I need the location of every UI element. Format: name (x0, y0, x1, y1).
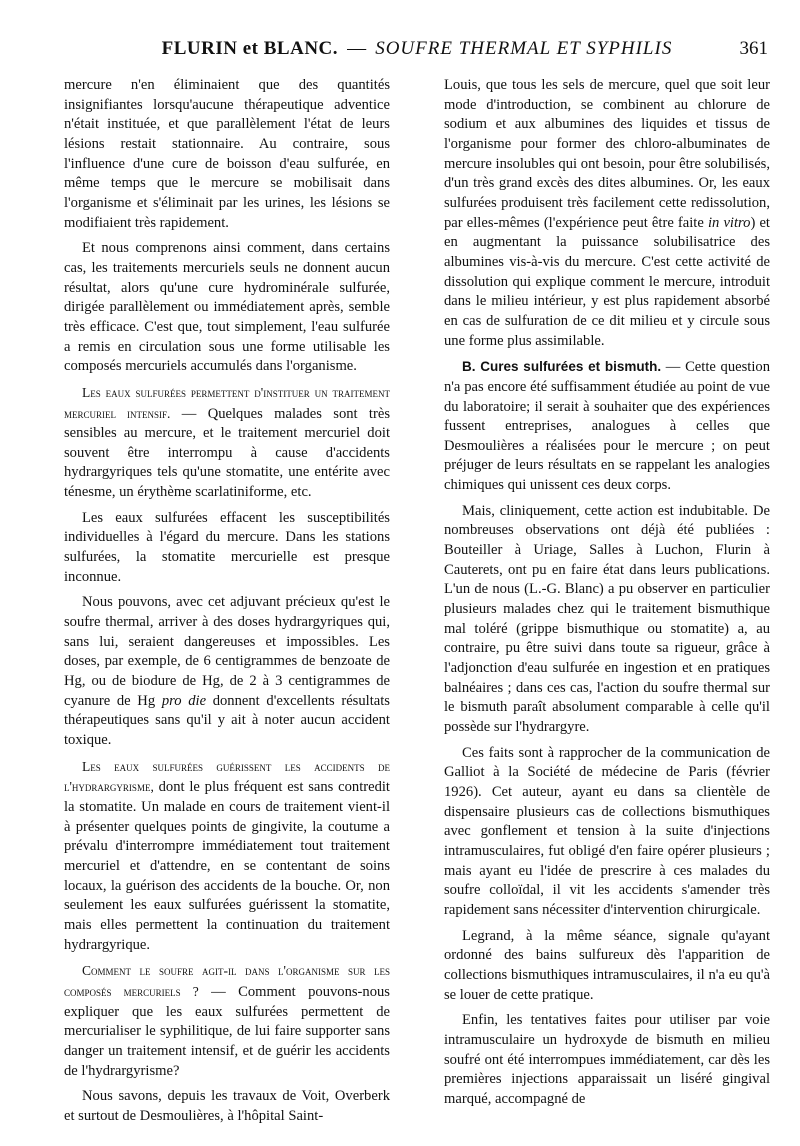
paragraph: mercure n'en éliminaient que des quantités insignifiantes lorsqu'aucune thérapeutique adventice n'était instituée, et que parallèlement l'état de leurs lésions restait stationnaire. Au contraire, sous l'influence d'une cure de boisson d'eau sulfurée, en même temps que le mercure se mobilisait dans l'organisme et s'éliminait par les urines, les lésions se modifiaient très rapidement. (64, 77, 390, 231)
paragraph (64, 593, 390, 750)
paragraph (64, 757, 390, 956)
paragraph: Enfin, les tentatives faites pour utiliser par voie intramusculaire un hydroxyde de bismuth en milieu soufré ont été interrompues immédiatement, car dès les premières injections apparaissait un liséré gingival marqué, accompagné de (444, 1012, 770, 1107)
page-number: 361 (739, 38, 768, 59)
paragraph-text: dont le plus fréquent est sans contredit la stomatite. Un malade en cours de traitement vient-il à présenter quelques points de gingivite, la coutume a prévalu d'interrompre immédiatement tout traitement mercuriel et d'attendre, en se contentant de soins locaux, la guérison des accidents de la bouche. Or, non seulement les eaux sulfurées guérissent la stomatite, mais elles permettent la continuation du traitement hydrargyrique. (64, 779, 390, 953)
header-separator: — (347, 38, 367, 59)
paragraph (444, 357, 770, 496)
paragraph (444, 76, 770, 351)
paragraph-text: — Quelques malades sont très sensibles au mercure, et le traitement mercuriel doit souvent être interrompu à cause d'accidents hydrargyriques tels qu'une stomatite, une entérite avec ténesme, un érythème scarlatiniforme, etc. (64, 405, 391, 501)
section-heading: Les eaux sulfurées guérissent les accidents de l'hydrargyrisme, (64, 758, 390, 795)
paragraph: Legrand, à la même séance, signale qu'ayant ordonné des bains sulfureux dès l'apparition de collections bismuthiques intramusculaires, il n'a eu qu'à se louer de cette pratique. (444, 927, 770, 1003)
paragraph: Les eaux sulfurées effacent les susceptibilités individuelles à l'égard du mercure. Dans les stations sulfurées, la stomatite mercurielle est presque inconnue. (64, 509, 390, 585)
paragraph-text: ) et en augmentant la puissance solubilisatrice des albumines vis-à-vis du mercure. C'est cette activité de dissolution qui explique comment le mercure, introduit dans le milieu intérieur, y est plus rapidement absorbé en cas de sulfuration de ce dit milieu et y circule sous une forme plus assimilable. (444, 214, 770, 349)
paragraph-text: donnent d'excellents résultats thérapeutiques sans qu'il y ait à noter aucun accident toxique. (64, 692, 390, 748)
paragraph-text: — Cette question n'a pas encore été suffisamment étudiée au point de vue du laboratoire; il serait à souhaiter que des expériences fussent entreprises, analogues à celles que Desmoulières a réalisées pour le mercure ; on peut préjuger de leurs résultats en se rappelant les analogies chimiques qui unissent ces deux corps. (444, 359, 770, 494)
paragraph-text: — Comment pouvons-nous expliquer que les eaux sulfurées permettent de mercurialiser le syphilitique, de lui faire supporter sans danger un traitement intensif, et de guérir les accidents de l'hydrargyrisme? (64, 983, 390, 1079)
paragraph: Mais, cliniquement, cette action est indubitable. De nombreuses observations ont déjà été publiées : Bouteiller à Uriage, Salles à Luchon, Flurin à Cauterets, ont pu en faire état dans leurs publications. L'un de nous (L.-G. Blanc) a pu observer en particulier plusieurs malades chez qui le traitement bismuthique mal toléré (grippe bismuthique ou stomatite) a, au contraire, pu être suivi dans toute sa rigueur, grâce à l'adjonction d'eau sulfurée en ingestion et en pratiques balnéaires ; dans ces cas, l'action du soufre thermal sur le bismuth paraît absolument comparable à celle qu'il possède sur l'hydrargyre. (444, 502, 770, 735)
section-heading: Les eaux sulfurées permettent d'instituer un traitement mercuriel intensif. (64, 384, 390, 421)
paragraph-text: Nous pouvons, avec cet adjuvant précieux qu'est le soufre thermal, arriver à des doses hydrargyriques qui, sans lui, seraient dangereuses et impossibles. Les doses, par exemple, de 6 centigrammes de benzoate de Hg, ou de biodure de Hg, de 2 à 3 centigrammes de cyanure de Hg (64, 594, 390, 709)
header-title: SOUFRE THERMAL ET SYPHILIS (375, 38, 673, 59)
paragraph: Nous savons, depuis les travaux de Voit, Overberk et surtout de Desmoulières, à l'hôpital Saint- (64, 1088, 390, 1124)
paragraph (64, 961, 390, 1081)
running-header (64, 38, 770, 68)
paragraph-text: Louis, que tous les sels de mercure, quel que soit leur mode d'introduction, se combinent au chlorure de sodium et aux albumines des liquides et tissus de l'organisme pour former des chloro-albuminates de mercure insolubles qui ont besoin, pour être solubilisés, d'un très grand excès des dites albumines. Or, les eaux sulfurées produisent très facilement cette redissolution, par elles-mêmes (l'expérience peut être faite (444, 77, 770, 231)
paragraph (64, 383, 390, 503)
right-column (444, 76, 770, 1126)
latin-term: pro die (161, 692, 207, 709)
latin-term: in vitro (707, 214, 751, 231)
section-heading: Comment le soufre agit-il dans l'organisme sur les composés mercuriels ? (64, 963, 390, 999)
header-authors: FLURIN et BLANC. (161, 38, 339, 59)
paragraph: Et nous comprenons ainsi comment, dans certains cas, les traitements mercuriels seuls ne donnent aucun résultat, alors qu'une cure hydrominérale sulfurée, dirigée parallèlement ou immédiatement après, semble très efficace. C'est que, tout simplement, l'eau sulfurée a remis en circulation sous une forme utilisable les composés mercuriels accumulés dans l'organisme. (64, 240, 390, 375)
left-column (64, 76, 390, 1126)
paragraph: Ces faits sont à rapprocher de la communication de Galliot à la Société de médecine de Paris (février 1926). Cet auteur, ayant eu dans sa clientèle de dispensaire plusieurs cas de collections bismuthiques avec gonflement et tension à la suite d'injections intramusculaires, fut obligé d'en faire opérer plusieurs ; mais ayant eu l'idée de prescrire à ces malades du soufre colloïdal, il vit les accidents s'amender très rapidement sans nécessiter d'intervention chirurgicale. (444, 744, 770, 918)
section-heading: B. Cures sulfurées et bismuth. (462, 359, 662, 375)
text-columns (64, 76, 770, 1126)
